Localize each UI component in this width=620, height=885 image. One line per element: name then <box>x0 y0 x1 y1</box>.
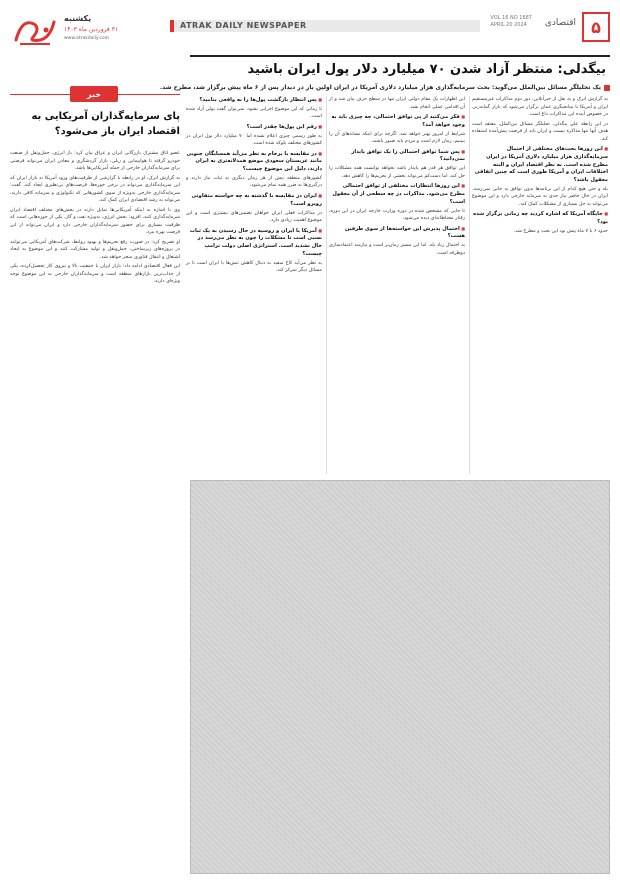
main-lede: یک تحلیلگر مسائل بین‌الملل می‌گوید: بحث سرمایه‌گذاری هزار میلیارد دلاری آمریکا در ایران اولین بار در دیدار پس از ۶ ماه پیش برگزار شد، مطرح شد. <box>190 84 610 91</box>
article-paragraph: کشورهای منطقه بیش از هر زمان دیگری به ثبات نیاز دارند و درگیری‌ها به ضرر همه تمام می‌شود. <box>186 175 322 189</box>
interview-question: ■ پس انتظار بازگشت پول‌ها را به واقعی بنامید؟ <box>186 96 322 105</box>
interview-question: ■ پس شما توافق احتمالی را یک توافق پایدار نمی‌دانید؟ <box>329 148 465 165</box>
news-kicker: خبر <box>70 86 118 102</box>
volume-info: VOL 16 NO 1687 APRIL 20 2024 <box>490 15 532 28</box>
article-paragraph: شرایط از امروز بهتر خواهد شد. اگرچه برای اینکه نشانه‌های آن را ببینیم، زمان لازم است و مردم باید صبور باشند. <box>329 131 465 145</box>
interview-question: ■ احتمال پذیرش این خواسته‌ها از سوی طرفین هست؟ <box>329 225 465 242</box>
section-label: اقتصادی <box>544 18 576 28</box>
header-rule <box>190 55 610 57</box>
sidebar-body <box>10 150 180 874</box>
article-column-2 <box>329 96 465 474</box>
article-paragraph: حدود ۶ یا ۷ ماه پیش بود این بحث و مطرح شد. <box>513 229 608 235</box>
column-divider <box>326 96 327 474</box>
article-paragraph: تا جایی که مشخص شده در دوره وزارت خارجه ایران در این دوره، رفتار محتاطانه‌ای دیده می‌شود. <box>329 208 465 222</box>
article-paragraph: به طور رسمی چیزی اعلام نشده اما ۷۰ میلیارد دلار پول ایران در کشورهای مختلف بلوکه شده است. <box>186 133 322 147</box>
newspaper-name-bar: ATRAK DAILY NEWSPAPER <box>170 20 480 32</box>
article-paragraph: به گزارش اترک و به نقل از خبرآنلاین، دور دوم مذاکرات غیرمستقیم ایران و آمریکا با میانجیگری عمان برگزار می‌شود که بازار گمانه‌زنی در خصوص آینده این مذاکرات داغ است. <box>472 97 608 117</box>
issue-date: ۳۱ فروردین ماه ۱۴۰۳ <box>64 26 119 33</box>
article-column-1 <box>472 96 608 474</box>
article-paragraph: بله و حتی هیچ کدام از این برنامه‌ها بدون توافق به جایی نمی‌رسد. ایران در حال حاضر نیاز جدی به سرمایه خارجی دارد و این موضوع می‌تواند به حل بسیاری از مشکلات کمک کند. <box>472 186 608 207</box>
issue-day: یکشنبه <box>64 14 92 23</box>
interview-question: ■ این روزها انتظارات مختلفی از توافق احتمالی مطرح می‌شود. مذاکرات در چه سطحی از آن معقول است؟ <box>329 182 465 206</box>
interview-question: ■ فکر می‌کنید از پی توافق احتمالی، چه چیزی باید به وجود خواهد آمد؟ <box>329 113 465 130</box>
interview-question: ■ ایران در مقایسه با گذشته به چه خواسته متفاوتی روبرو است؟ <box>186 192 322 209</box>
article-column-3 <box>186 96 322 474</box>
sidebar-paragraph: وی با اشاره به اینکه آمریکایی‌ها تمایل دارند در بخش‌های مختلف اقتصاد ایران سرمایه‌گذاری کنند، افزود: بخش انرژی، به‌ویژه نفت و گاز، یکی از حوزه‌هایی است که ظرفیت بسیاری برای حضور سرمایه‌گذاران خارجی دارد و ایران می‌تواند از این فرصت بهره ببرد. <box>10 207 180 235</box>
page-number: ۵ <box>582 12 610 42</box>
sidebar-title: پای سرمایه‌گذاران آمریکایی به اقتصاد ایران باز می‌شود؟ <box>31 111 180 137</box>
article-paragraph: در مذاکرات فعلی ایران خواهان تضمین‌های بیشتری است و این موضوع اهمیت زیادی دارد. <box>186 210 322 224</box>
article-paragraph: در این رابطه علی بیگدلی، تحلیلگر مسائل بین‌الملل، معتقد است هدف آنها تنها مذاکره نیست و ایران باید از فرصت پیش‌آمده استفاده کند. <box>472 121 608 142</box>
column-divider <box>469 96 470 474</box>
masthead <box>10 12 610 52</box>
article-paragraph: به نظر می‌آید کاخ سفید به دنبال کاهش تنش‌ها با ایران است تا بر مسائل دیگر تمرکز کند. <box>186 260 322 274</box>
sidebar-paragraph: این فعال اقتصادی ادامه داد: بازار ایران با جمعیت بالا و نیروی کار تحصیل‌کرده، یکی از جذاب‌ترین بازارهای منطقه است و سرمایه‌گذاران خارجی به این موضوع توجه ویژه‌ای دارند. <box>10 264 180 284</box>
main-headline: بیگدلی: منتظر آزاد شدن ۷۰ میلیارد دلار پول ایران باشید <box>247 62 606 77</box>
article-paragraph: تا زمانی که این موضوع اجرایی نشود، نمی‌توان گفت پولی آزاد شده است. <box>186 106 322 120</box>
website: www.atrakdaily.com <box>64 36 109 41</box>
sidebar-paragraph: به گزارش اترک، او در رابطه با گزارشی از ظرفیت‌های ورود آمریکا به بازار ایران که این سرمایه‌گذاری می‌تواند در برخی حوزه‌ها، فرصت‌های بی‌نظیری ایجاد کند، گفت: سرمایه‌گذاری خارجی به‌ویژه از سوی کشورهایی که تکنولوژی و سرمایه کافی دارند، می‌تواند به رشد اقتصادی ایران کمک کند. <box>10 175 180 203</box>
article-paragraph: این اظهارات یک مقام دولتی ایران تنها در سطح حرف بیان شد و از آن اقدامی عملی انجام نشد. <box>329 97 465 110</box>
sidebar-paragraph: او تصریح کرد: در صورت رفع تحریم‌ها و بهبود روابط، شرکت‌های آمریکایی می‌توانند در پروژه‌های زیرساختی، حمل‌ونقل و تولید مشارکت کنند و این موضوع به ایجاد اشتغال و انتقال فناوری منجر خواهد شد. <box>10 239 180 260</box>
interview-question: ■ جایگاه آمریکا که اشاره کردید چه زمانی برگزار شده بود؟ <box>472 210 608 227</box>
interview-question: ■ در مقایسه با برجام به نظر می‌آید همسایگان جنوبی مانند عربستان سعودی موضع همدلانه‌تری به ایران دارند، دلیل این موضوع چیست؟ <box>186 150 322 174</box>
interview-question: ■ رقم این پول‌ها چقدر است؟ <box>186 123 322 132</box>
sidebar-article <box>10 66 180 874</box>
pixelated-image <box>190 480 610 874</box>
sidebar-paragraph: عضو اتاق مشترک بازرگانی ایران و عراق بیان کرد: باز انرژی، حمل‌ونقل از صنعت خودرو گرفته تا هواپیمایی و ریلی، بازار گردشگری و معادن ایران می‌تواند فرصتی برای سرمایه‌گذاران خارجی از جمله آمریکایی‌ها باشد. <box>10 151 180 171</box>
atrak-logo-icon <box>10 10 60 50</box>
article-paragraph: این توافق هر قدر هم پایدار باشد نخواهد توانست همه مشکلات را حل کند، اما دست‌کم می‌تواند بخشی از تحریم‌ها را کاهش دهد. <box>329 166 465 179</box>
article-paragraph: به احتمال زیاد بله. اما این مسیر زمان‌بر است و نیازمند اعتمادسازی دوطرفه است. <box>329 243 465 256</box>
interview-question: ■ آمریکا با ایران و روسیه در حال رسیدن به یک ثبات نسبی است تا مشکلات را چون به نظر می‌رسد در حال تشدید است. استراتژی اصلی دولت ترامپ چیست؟ <box>186 227 322 259</box>
interview-question: ■ این روزها بحث‌های مختلفی از احتمال سرمایه‌گذاری هزار میلیارد دلاری آمریکا در ایران مطرح شده است. به نظر اقتصاد ایران و البته اختلافات ایران و آمریکا طوری است که چنین اتفاقی معقول باشد؟ <box>472 145 608 185</box>
